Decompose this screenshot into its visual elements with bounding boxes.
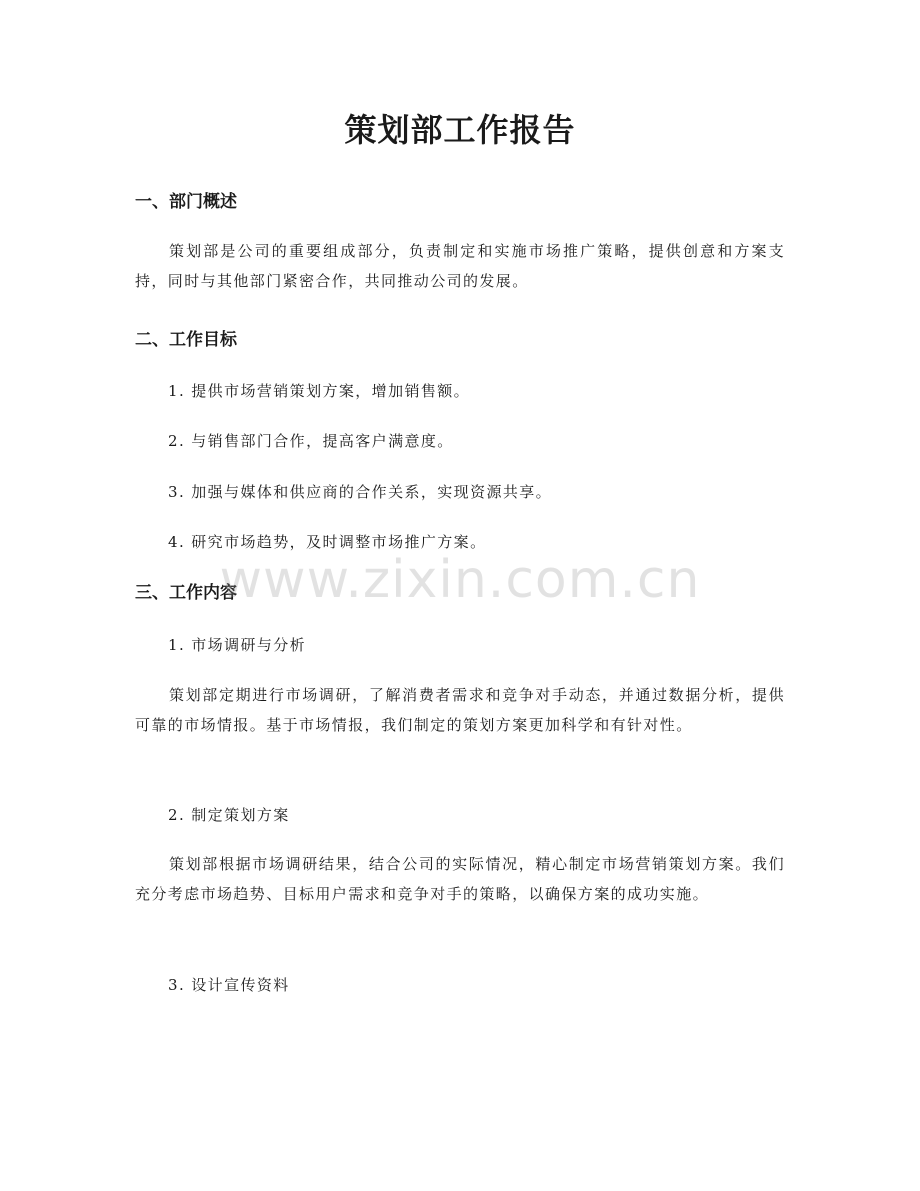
content-subsection-title-1: 1. 市场调研与分析 — [168, 636, 307, 654]
watermark: www.zixin.com.cn — [219, 550, 701, 610]
content-subsection-paragraph-2: 策划部根据市场调研结果，结合公司的实际情况，精心制定市场营销策划方案。我们充分考虑市场趋势、目标用户需求和竞争对手的策略，以确保方案的成功实施。 — [135, 855, 785, 903]
content-subsection-paragraph-1: 策划部定期进行市场调研，了解消费者需求和竞争对手动态，并通过数据分析，提供可靠的市场情报。基于市场情报，我们制定的策划方案更加科学和有针对性。 — [135, 686, 785, 734]
section-heading-overview: 一、部门概述 — [135, 192, 237, 212]
section-heading-content: 三、工作内容 — [135, 583, 237, 603]
content-subsection-title-2: 2. 制定策划方案 — [168, 806, 290, 824]
goal-item-4: 4. 研究市场趋势，及时调整市场推广方案。 — [168, 533, 487, 551]
overview-paragraph: 策划部是公司的重要组成部分，负责制定和实施市场推广策略，提供创意和方案支持，同时与其他部门紧密合作，共同推动公司的发展。 — [135, 242, 785, 290]
document-title: 策划部工作报告 — [344, 111, 576, 149]
section-heading-goals: 二、工作目标 — [135, 330, 237, 350]
goal-item-1: 1. 提供市场营销策划方案，增加销售额。 — [168, 382, 471, 400]
goal-item-2: 2. 与销售部门合作，提高客户满意度。 — [168, 432, 454, 450]
goal-item-3: 3. 加强与媒体和供应商的合作关系，实现资源共享。 — [168, 483, 553, 501]
content-subsection-title-3: 3. 设计宣传资料 — [168, 976, 290, 994]
